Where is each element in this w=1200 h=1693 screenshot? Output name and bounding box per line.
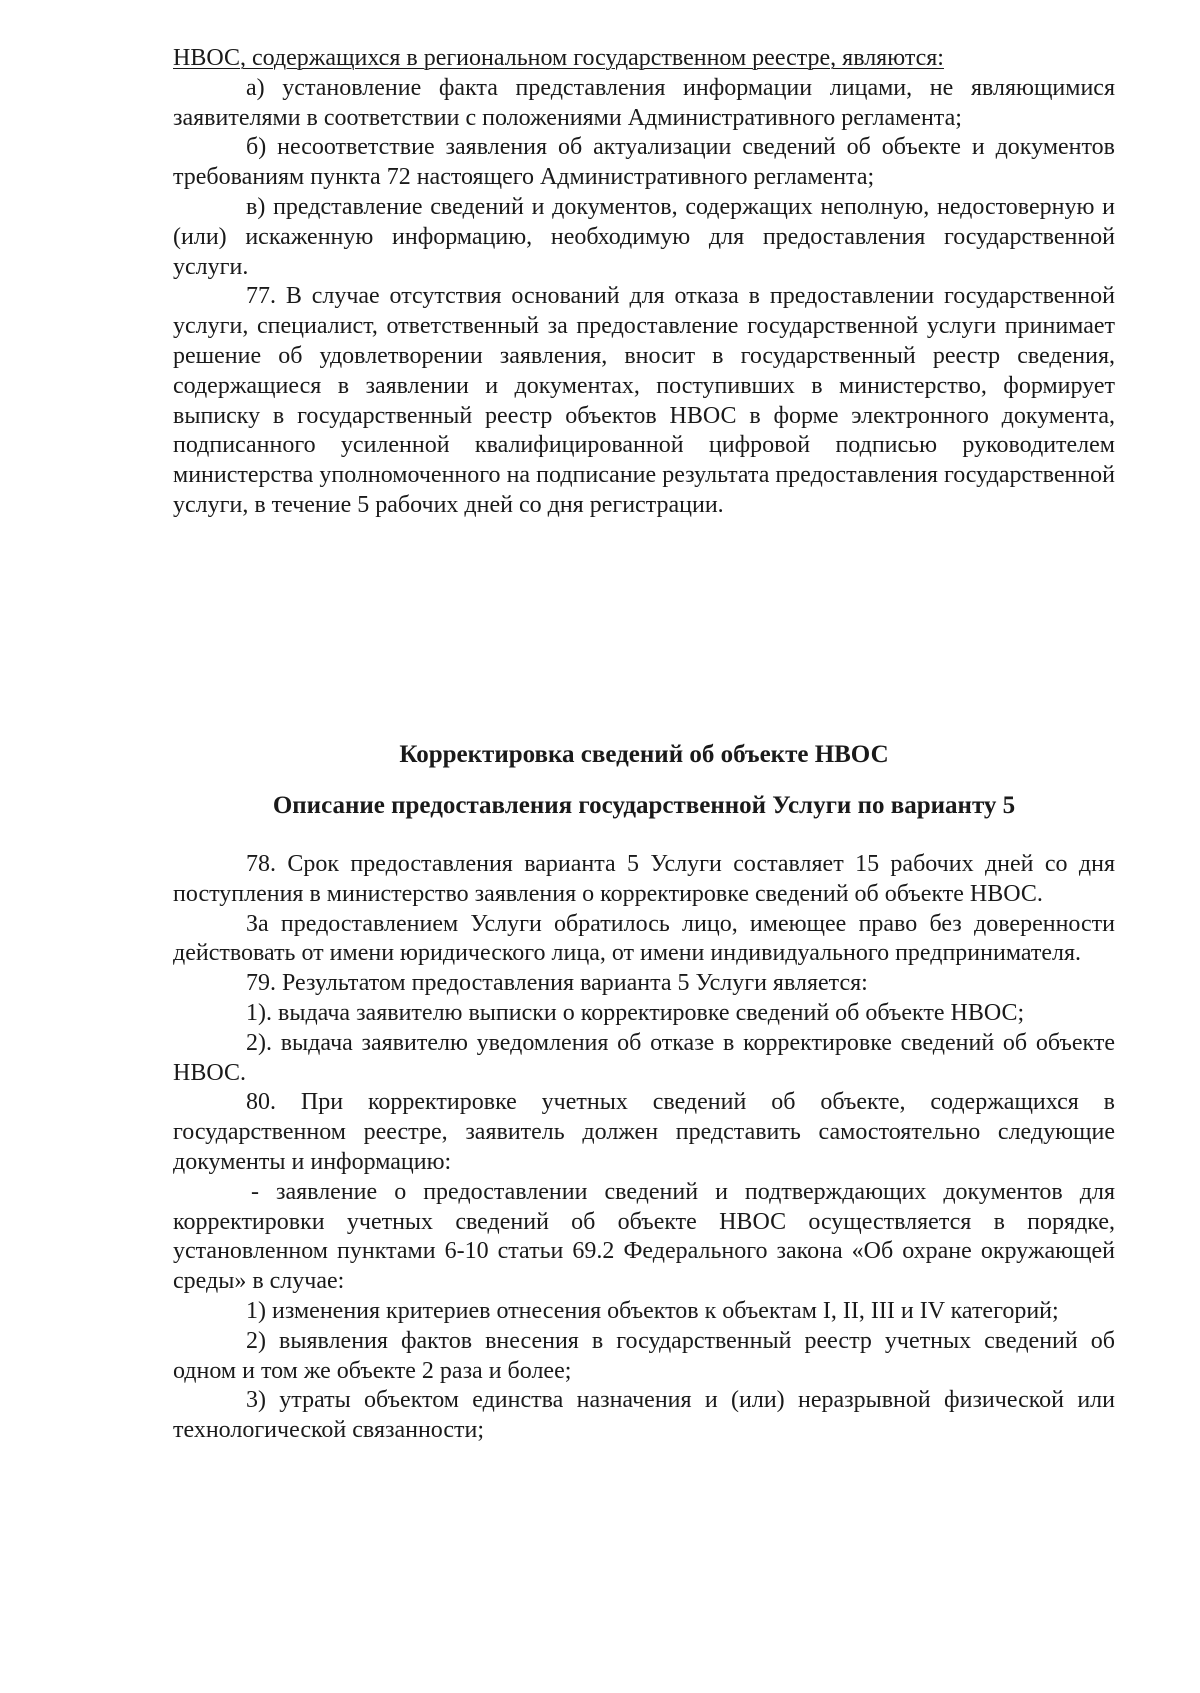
paragraph-79: 79. Результатом предоставления варианта 5 Услуги является: <box>246 970 868 997</box>
list-item-v: в) представление сведений и документов, содержащих неполную, недостоверную и (или) искаженную информацию, необходимую для предоставления государственной услуги. <box>173 193 1115 280</box>
case-item-3: 3) утраты объектом единства назначения и (или) неразрывной физической или технологической связанности; <box>173 1387 1115 1444</box>
result-item-2: 2). выдача заявителю уведомления об отказе в корректировке сведений об объекте НВОС. <box>173 1029 1115 1086</box>
text-block-top <box>173 44 1115 521</box>
dash-list-item: - заявление о предоставлении сведений и подтверждающих документов для корректировки учетных сведений об объекте НВОС осуществляется в порядке, установленном пунктами 6-10 статьи 69.2 Федерального закона «Об охране окружающей среды» в случае: <box>173 1178 1115 1295</box>
paragraph-78: 78. Срок предоставления варианта 5 Услуги составляет 15 рабочих дней со дня поступления в министерство заявления о корректировке сведений об объекте НВОС. <box>173 851 1115 907</box>
text-block-bottom <box>173 850 1115 1446</box>
result-item-1: 1). выдача заявителю выписки о корректировке сведений об объекте НВОС; <box>246 999 1025 1026</box>
case-item-2: 2) выявления фактов внесения в государственный реестр учетных сведений об одном и том же объекте 2 раза и более; <box>173 1327 1115 1384</box>
paragraph-77: 77. В случае отсутствия оснований для отказа в предоставлении государственной услуги, специалист, ответственный за предоставление государственной услуги принимает решение об удовлетворении заявления, вносит в государственный реестр сведения, содержащиеся в заявлении и документах, поступивших в министерство, формирует выписку в государственный реестр объектов НВОС в форме электронного документа, подписанного усиленной квалифицированной цифровой подписью руководителем министерства уполномоченного на подписание результата предоставления государственной услуги, в течение 5 рабочих дней со дня регистрации. <box>173 283 1115 518</box>
paragraph-80: 80. При корректировке учетных сведений об объекте, содержащихся в государственном реестре, заявитель должен представить самостоятельно следующие документы и информацию: <box>173 1089 1115 1175</box>
subsection-heading: Описание предоставления государственной Услуги по варианту 5 <box>272 792 1016 819</box>
paragraph-applicant: За предоставлением Услуги обратилось лицо, имеющее право без доверенности действовать от имени юридического лица, от имени индивидуального предпринимателя. <box>173 910 1115 967</box>
list-item-b: б) несоответствие заявления об актуализации сведений об объекте и документов требованиям пункта 72 настоящего Административного регламента; <box>173 134 1115 191</box>
case-item-1: 1) изменения критериев отнесения объектов к объектам I, II, III и IV категорий; <box>246 1297 1059 1324</box>
list-item-a: а) установление факта представления информации лицами, не являющимися заявителями в соответствии с положениями Административного регламента; <box>173 74 1115 131</box>
continuation-line: НВОС, содержащихся в региональном государственном реестре, являются: <box>173 45 944 71</box>
section-heading: Корректировка сведений об объекте НВОС <box>399 741 889 768</box>
